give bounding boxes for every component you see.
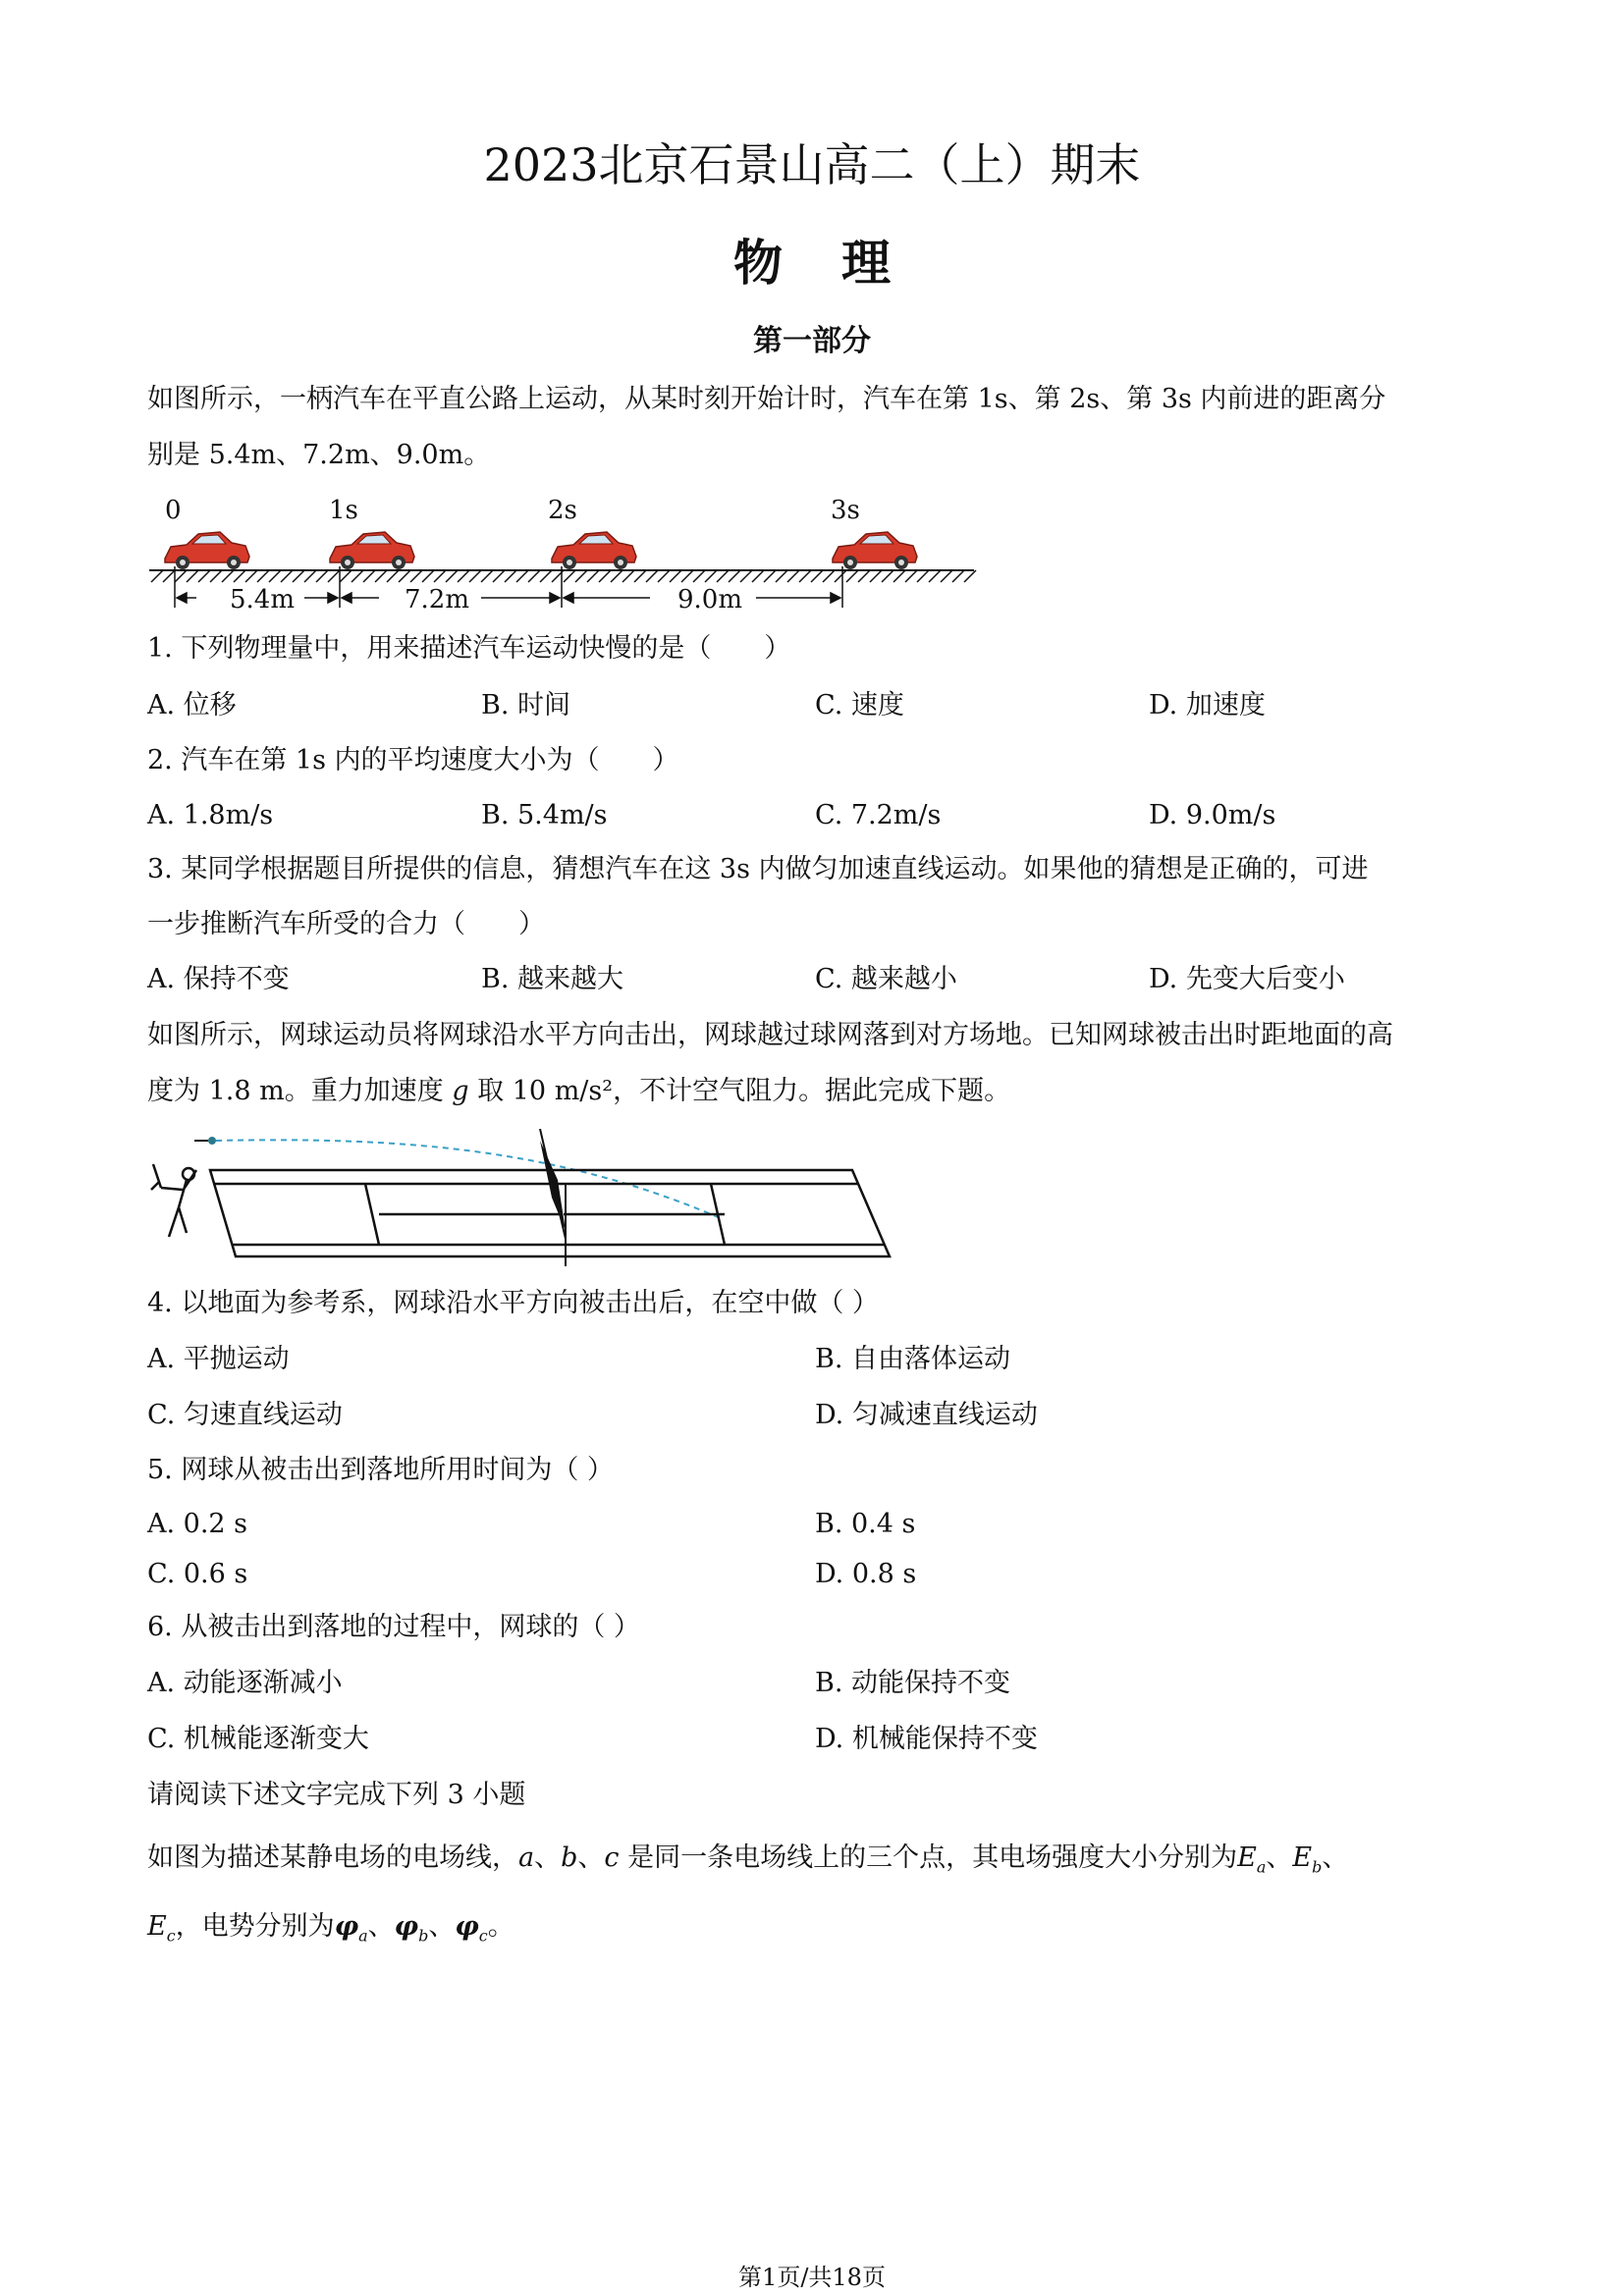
separator: 、	[1266, 1842, 1293, 1873]
section-title: 第一部分	[753, 324, 871, 358]
q3-option-a: A. 保持不变	[147, 964, 290, 994]
potential-b-sub: b	[418, 1926, 429, 1946]
potential-a: φ	[334, 1911, 359, 1942]
potential-a-sub: a	[358, 1926, 368, 1946]
distance-label-2: 7.2m	[405, 585, 470, 614]
tennis-court-figure	[147, 1129, 903, 1276]
intro2-line2	[147, 1075, 1010, 1108]
q3-line2: 一步推断汽车所受的合力（ ）	[147, 909, 545, 939]
q4-option-c: C. 匀速直线运动	[147, 1400, 343, 1430]
q5-option-b: B. 0.4 s	[815, 1509, 916, 1539]
separator: 、	[1322, 1842, 1349, 1873]
player-icon	[151, 1164, 196, 1237]
intro3-line2-a: 如图为描述某静电场的电场线，	[147, 1842, 518, 1873]
field-ea-sub: a	[1256, 1857, 1267, 1877]
q4-option-a: A. 平抛运动	[147, 1344, 290, 1374]
q6-option-b: B. 动能保持不变	[815, 1668, 1011, 1698]
q2-option-c: C. 7.2m/s	[815, 800, 942, 830]
q2-option-a: A. 1.8m/s	[147, 800, 274, 830]
subject-title: 物理	[733, 234, 949, 292]
field-ec-sub: c	[166, 1926, 176, 1946]
q1-option-a: A. 位移	[147, 690, 237, 721]
intro3-line2	[147, 1842, 1348, 1884]
q4-stem: 4. 以地面为参考系，网球沿水平方向被击出后，在空中做（ ）	[147, 1288, 879, 1318]
gravity-symbol: g	[452, 1076, 469, 1106]
field-ea: E	[1237, 1842, 1257, 1873]
q2-stem: 2. 汽车在第 1s 内的平均速度大小为（ ）	[147, 745, 679, 775]
intro3-line2-b: 是同一条电场线上的三个点，其电场强度大小分别为	[619, 1842, 1238, 1873]
q4-option-b: B. 自由落体运动	[815, 1344, 1011, 1374]
intro3-line3-b: ，电势分别为	[175, 1911, 335, 1942]
q5-option-d: D. 0.8 s	[815, 1559, 917, 1589]
q3-option-c: C. 越来越小	[815, 964, 957, 994]
time-label-3: 3s	[831, 496, 860, 525]
point-a: a	[518, 1842, 535, 1873]
intro2-line2-a: 度为 1.8 m。重力加速度	[147, 1076, 453, 1106]
tennis-ball-icon	[208, 1137, 216, 1145]
car-icon	[330, 532, 414, 569]
period: 。	[487, 1911, 514, 1942]
time-label-2: 2s	[548, 496, 577, 525]
q1-option-d: D. 加速度	[1149, 690, 1266, 721]
page-number: 第1页/共18页	[738, 2264, 886, 2291]
q6-stem: 6. 从被击出到落地的过程中，网球的（ ）	[147, 1612, 640, 1642]
potential-b: φ	[394, 1911, 419, 1942]
q6-option-c: C. 机械能逐渐变大	[147, 1724, 369, 1754]
field-eb-sub: b	[1312, 1857, 1323, 1877]
q4-option-d: D. 匀减速直线运动	[815, 1400, 1038, 1430]
q6-option-a: A. 动能逐渐减小	[147, 1668, 343, 1698]
q5-option-a: A. 0.2 s	[147, 1509, 248, 1539]
intro3-line1: 请阅读下述文字完成下列 3 小题	[147, 1780, 526, 1810]
potential-c-sub: c	[478, 1926, 488, 1946]
time-label-0: 0	[165, 496, 182, 525]
q3-option-b: B. 越来越大	[481, 964, 624, 994]
q1-option-b: B. 时间	[481, 690, 571, 721]
car-icon	[833, 532, 917, 569]
q2-option-b: B. 5.4m/s	[481, 800, 608, 830]
page-title: 2023北京石景山高二（上）期末	[483, 138, 1141, 191]
intro1-line2: 别是 5.4m、7.2m、9.0m。	[147, 440, 491, 470]
separator: 、	[577, 1842, 605, 1873]
point-b: b	[561, 1842, 578, 1873]
q6-option-d: D. 机械能保持不变	[815, 1724, 1038, 1754]
separator: 、	[534, 1842, 562, 1873]
field-ec: E	[147, 1911, 167, 1942]
car-icon	[552, 532, 636, 569]
time-label-1: 1s	[329, 496, 358, 525]
distance-label-3: 9.0m	[677, 585, 743, 614]
separator: 、	[428, 1911, 456, 1942]
separator: 、	[367, 1911, 395, 1942]
potential-c: φ	[455, 1911, 479, 1942]
q2-option-d: D. 9.0m/s	[1149, 800, 1276, 830]
q5-stem: 5. 网球从被击出到落地所用时间为（ ）	[147, 1455, 614, 1485]
q3-line1: 3. 某同学根据题目所提供的信息，猜想汽车在这 3s 内做匀加速直线运动。如果他的猜想是正确的，可进	[147, 854, 1369, 884]
q1-stem: 1. 下列物理量中，用来描述汽车运动快慢的是（ ）	[147, 633, 791, 664]
q1-option-c: C. 速度	[815, 690, 904, 721]
intro2-line2-b: 取 10 m/s²，不计空气阻力。据此完成下题。	[468, 1076, 1011, 1106]
q3-option-d: D. 先变大后变小	[1149, 964, 1345, 994]
intro2-line1: 如图所示，网球运动员将网球沿水平方向击出，网球越过球网落到对方场地。已知网球被击出时距地面的高	[147, 1020, 1393, 1050]
car-motion-figure	[147, 488, 982, 617]
field-eb: E	[1292, 1842, 1313, 1873]
car-icon	[165, 532, 249, 569]
distance-label-1: 5.4m	[230, 585, 296, 614]
intro3-line3	[147, 1910, 514, 1952]
q5-option-c: C. 0.6 s	[147, 1559, 248, 1589]
point-c: c	[604, 1842, 620, 1873]
intro1-line1: 如图所示，一柄汽车在平直公路上运动，从某时刻开始计时，汽车在第 1s、第 2s、第 3s 内前进的距离分	[147, 384, 1386, 414]
